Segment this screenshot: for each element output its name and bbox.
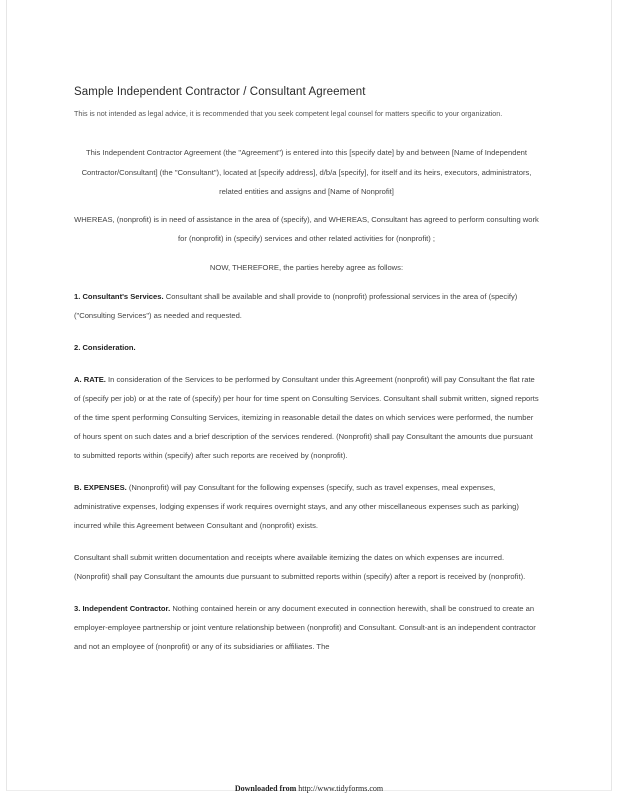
section-rate bbox=[74, 370, 539, 465]
section-heading: 1. Consultant's Services. bbox=[74, 292, 164, 301]
section-text: In consideration of the Services to be performed by Consultant under this Agreement (nonprofit) will pay Consultant the flat rate of (specify per job) or at the rate of (specify) per hour for time spent on Consulting Services. Consultant shall submit written, signed reports of the time spent performing Consulting Services, itemizing in reasonable detail the dates on which services were performed, the number of hours spent on such dates and a brief description of the services rendered. (Nonprofit) shall pay Consultant the amounts due pursuant to submitted reports within (specify) after such reports are received by (nonprofit). bbox=[74, 375, 539, 460]
section-text: (Nnonprofit) will pay Consultant for the following expenses (specify, such as travel expenses, meal expenses, administrative expenses, lodging expenses if work requires overnight stays, and any other miscellaneous expenses such as parking) incurred while this Agreement between Consultant and (nonprofit) exists. bbox=[74, 483, 519, 530]
section-heading: 3. Independent Contractor. bbox=[74, 604, 171, 613]
agreement-preamble: This Independent Contractor Agreement (the "Agreement") is entered into this [specify date] by and between [Name of Independent Contractor/Consultant] (the "Consultant"), located at [specify address], d/b/a [specify], for itself and its heirs, executors, administrators, related entities and assigns and [Name of Nonprofit] bbox=[81, 148, 532, 196]
footer-prefix: Downloaded from bbox=[234, 784, 299, 793]
download-footer bbox=[0, 784, 618, 793]
legal-disclaimer: This is not intended as legal advice, it is recommended that you seek competent legal counsel for matters specific to your organization. bbox=[74, 109, 503, 118]
section-text: Consultant shall be available and shall provide to (nonprofit) professional services in the area of (specify) ("Consulting Services") as needed and requested. bbox=[74, 292, 518, 320]
document-title: Sample Independent Contractor / Consultant Agreement bbox=[74, 86, 366, 98]
now-therefore-clause: NOW, THEREFORE, the parties hereby agree as follows: bbox=[209, 262, 404, 272]
section-heading: B. EXPENSES. bbox=[74, 483, 127, 492]
section-consideration bbox=[74, 338, 539, 357]
section-expense-documentation bbox=[74, 548, 539, 586]
section-expenses bbox=[74, 478, 539, 535]
source-link[interactable]: http://www.tidyforms.com bbox=[298, 784, 384, 793]
section-text: Consultant shall submit written documentation and receipts where available itemizing the dates on which expenses are incurred. (Nonprofit) shall pay Consultant the amounts due pursuant to submitted reports within (specify) after a report is received by (nonprofit). bbox=[74, 553, 526, 581]
section-heading: A. RATE. bbox=[74, 375, 106, 384]
document-body bbox=[74, 86, 539, 669]
section-consultant-services bbox=[74, 287, 539, 325]
section-independent-contractor bbox=[74, 599, 539, 656]
section-text: Nothing contained herein or any document executed in connection herewith, shall be construed to create an employer-employee partnership or joint venture relationship between (nonprofit) and Consultant. Consult-ant is an independent contractor and not an employee of (nonprofit) or any of its subsidiaries or affiliates. The bbox=[74, 604, 536, 651]
whereas-clause: WHEREAS, (nonprofit) is in need of assistance in the area of (specify), and WHEREAS, Consultant has agreed to perform consulting work for (nonprofit) in (specify) services and other related activities for (nonprofit) ; bbox=[74, 214, 539, 243]
section-heading: 2. Consideration. bbox=[74, 343, 136, 352]
